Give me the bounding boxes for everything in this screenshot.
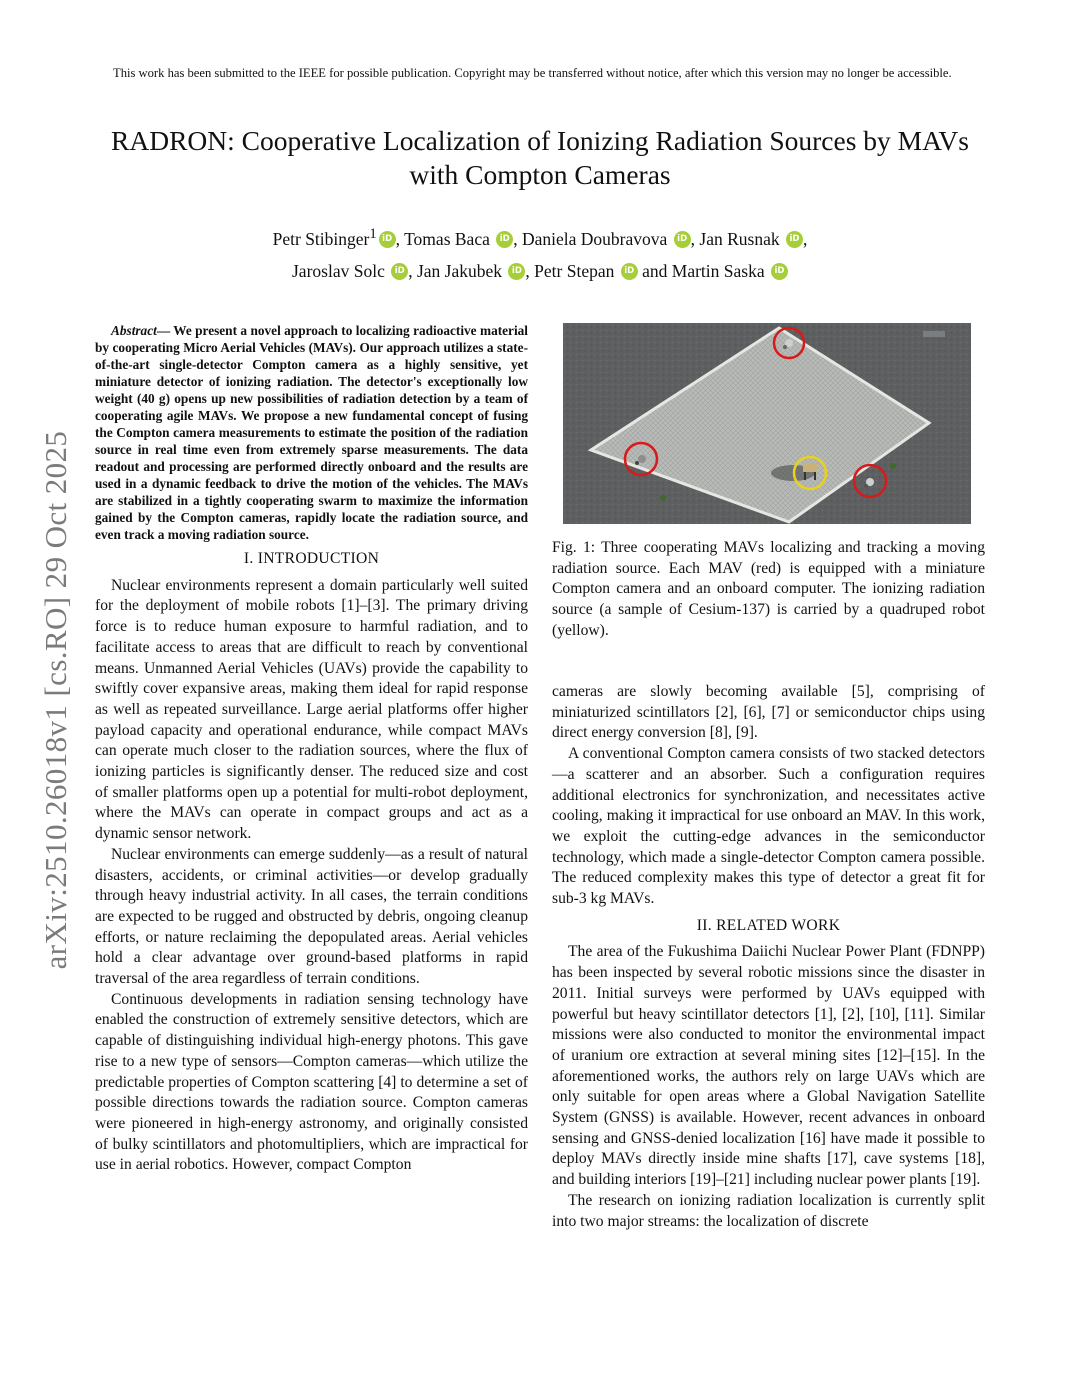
orcid-icon[interactable]: iD	[621, 263, 638, 280]
weed	[890, 463, 896, 469]
abstract-label: Abstract	[111, 323, 157, 338]
orcid-icon[interactable]: iD	[786, 231, 803, 248]
author-name: Petr Stibinger	[272, 228, 370, 249]
arxiv-sidebar	[0, 0, 72, 1398]
orcid-icon[interactable]: iD	[771, 263, 788, 280]
abstract-dash: —	[156, 323, 174, 338]
paragraph: Nuclear environments represent a domain particularly well suited for the deployment of mobile robots [1]–[3]. The primary driving force is to reduce human exposure to harmful radiation, and to facilitate access to areas that are difficult to reach by conventional means. Unmanned Aerial Vehicles (UAVs) provide the capability to swiftly cover expansive areas, making them ideal for rapid response as well as repeated surveillance. Large aerial platforms offer higher payload capacity and operational endurance, while compact MAVs can operate much closer to the radiation sources, where the flux of ionizing particles is significantly denser. The reduced size and cost of smaller platforms open up a potential for multi-robot deployment, where the MAVs can operate in compact groups and act as a dynamic sensor network.	[95, 576, 528, 843]
author-conjunction: and	[642, 260, 668, 281]
orcid-icon[interactable]: iD	[496, 231, 513, 248]
author-name: Jaroslav Solc	[292, 260, 385, 281]
paragraph: The research on ionizing radiation localization is currently split into two major streams: the localization of discrete	[552, 1191, 985, 1230]
section-heading-related-work: II. RELATED WORK	[696, 916, 841, 934]
orcid-icon[interactable]: iD	[674, 231, 691, 248]
paragraph: Continuous developments in radiation sensing technology have enabled the construction of extremely sensitive detectors, which are capable of distinguishing individual high-energy photons. This gave rise to a new type of sensors—Compton cameras—which utilize the predictable properties of Compton scattering [4] to determine a set of possible directions towards the radiation source. Compton cameras were pioneered in high-energy astronomy, and originally consisted of bulky scintillators and photomultipliers, which are impractical for use in aerial robotics. However, compact Compton	[95, 990, 528, 1174]
author-name: Tomas Baca	[404, 228, 490, 249]
paragraph: The area of the Fukushima Daiichi Nuclear Power Plant (FDNPP) has been inspected by several robotic missions since the disaster in 2011. Initial surveys were performed by UAVs equipped with powerful but heavy scintillator detectors [1], [2], [10], [11]. Similar missions were also conducted to monitor the environmental impact of uranium ore extraction at several mining sites [12]–[15]. In the aforementioned works, the authors rely on large UAVs which are only suitable for open areas where a Global Navigation Satellite System (GNSS) is available. However, recent advances in onboard sensing and GNSS-denied localization [16] have made it possible to deploy MAVs directly inside mine shafts [17], cave systems [18], and building interiors [19]–[21] including nuclear power plants [19].	[552, 943, 985, 1189]
figure-1-illustration	[563, 323, 971, 524]
paper-title: RADRON: Cooperative Localization of Ionizing Radiation Sources by MAVs with Compton Cameras	[111, 125, 969, 190]
orcid-icon[interactable]: iD	[391, 263, 408, 280]
figure-caption: Fig. 1: Three cooperating MAVs localizing and tracking a moving radiation source. Each MAV (red) is equipped with a miniature Compton camera and an onboard computer. The ionizing radiation source (a sample of Cesium-137) is carried by a quadruped robot (yellow).	[552, 539, 985, 639]
right-column	[552, 682, 985, 1232]
debris	[923, 331, 945, 337]
author-name: Jan Rusnak	[699, 228, 780, 249]
author-name: Martin Saska	[671, 260, 765, 281]
publication-notice: This work has been submitted to the IEEE for possible publication. Copyright may be transferred without notice, after which this version may no longer be accessible.	[113, 66, 952, 80]
left-column	[95, 322, 528, 1176]
section-heading-introduction: I. INTRODUCTION	[243, 550, 380, 567]
paragraph: cameras are slowly becoming available [5], comprising of miniaturized scintillators [2], [6], [7] or semiconductor chips using direct energy conversion [8], [9].	[552, 683, 985, 742]
weed	[660, 495, 666, 501]
author-name: Jan Jakubek	[416, 260, 503, 281]
orcid-icon[interactable]: iD	[379, 231, 396, 248]
affiliation-mark: 1	[369, 226, 377, 242]
author-name: Daniela Doubravova	[521, 228, 668, 249]
arxiv-identifier[interactable]: arXiv:2510.26018v1 [cs.RO] 29 Oct 2025	[38, 430, 73, 970]
abstract	[95, 322, 528, 543]
orcid-icon[interactable]: iD	[508, 263, 525, 280]
author-list: Petr Stibinger$^1$ iD , Tomas Baca iD , Daniela Doubravova iD , Jan Rusnak iD , Jaroslav Solc iD , Jan Jakubek iD , Petr Stepan iD and Martin Saska iD	[272, 226, 808, 281]
paragraph: A conventional Compton camera consists of two stacked detectors—a scatterer and an absorber. Such a configuration requires additional electronics for synchronization, and necessitates active cooling, making it impractical for use onboard an MAV. In this work, we exploit the cutting-edge advances in the semiconductor technology, which made a single-detector Compton camera possible. The reduced complexity makes this type of detector a great fit for sub-3 kg MAVs.	[552, 745, 985, 908]
paragraph: Nuclear environments can emerge suddenly—as a result of natural disasters, accidents, or criminal activities—or develop gradually through heavy industrial activity. In all cases, the terrain conditions are expected to be rugged and obstructed by debris, ongoing cleanup efforts, or nature reclaiming the depopulated areas. Aerial vehicles hold a clear advantage over ground-based platforms in rapid traversal of the area regardless of terrain conditions.	[95, 845, 528, 988]
figure-1-photo	[563, 323, 971, 524]
abstract-text: We present a novel approach to localizing radioactive material by cooperating Micro Aerial Vehicles (MAVs). Our approach utilizes a state-of-the-art single-detector Compton camera as a highly sensitive, yet miniature detector of ionizing radiation. The detector's exceptionally low weight (40 g) opens up new possibilities of radiation detection by a team of cooperating agile MAVs. We propose a new fundamental concept of fusing the Compton camera measurements to estimate the position of the radiation source in real time even from extremely sparse measurements. The data readout and processing are performed directly onboard and the results are used in a dynamic feedback to drive the motion of the vehicles. The MAVs are stabilized in a tightly cooperating swarm to maximize the information gained by the Compton cameras, rapidly locate the radiation source, and even track a moving radiation source.	[95, 323, 528, 542]
author-name: Petr Stepan	[534, 260, 615, 281]
